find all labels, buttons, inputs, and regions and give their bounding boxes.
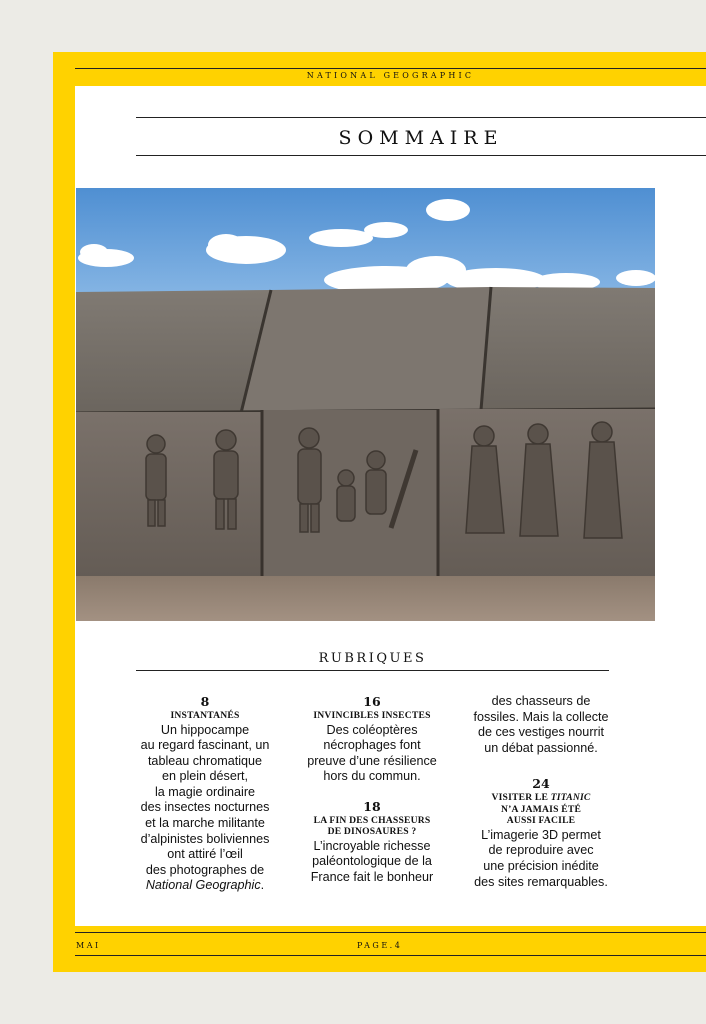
footer-bottom-rule xyxy=(75,955,706,956)
entry-body: L’incroyable richesse paléontologique de la France fait le bonheur xyxy=(310,838,434,885)
upper-stone-blocks xyxy=(76,287,655,414)
entry-heading: VISITER LE TITANIC N’A JAMAIS ÉTÉ AUSSI FACILE xyxy=(491,792,591,827)
section-rule xyxy=(136,670,609,671)
entry-heading: INVINCIBLES INSECTES xyxy=(313,710,431,721)
title-top-rule xyxy=(136,117,706,118)
entry-body: L’imagerie 3D permet de reproduire avec une précision inédite des sites remarquables. xyxy=(474,827,608,889)
relief-sculpture-illustration xyxy=(76,188,655,621)
column-2 xyxy=(297,694,447,886)
entry-page-number: 8 xyxy=(200,694,210,709)
entry-page-number: 16 xyxy=(363,694,381,709)
entry-page-number: 24 xyxy=(532,776,550,792)
title-bottom-rule xyxy=(136,155,706,156)
entry-heading: INSTANTANÉS xyxy=(170,710,240,721)
footer-page-number: PAGE.4 xyxy=(357,941,403,950)
page-title: SOMMAIRE xyxy=(338,127,504,149)
entry-body-continuation: des chasseurs de fossiles. Mais la collecte de ces vestiges nourrit un débat passionné. xyxy=(473,694,609,755)
entry-body: Un hippocampe au regard fascinant, un tableau chromatique en plein désert, la magie ordinaire des insectes nocturnes et la marche militante d’alpinistes boliviennes ont attiré l’œil des photographes de National Geographic. xyxy=(140,722,270,893)
ground xyxy=(76,576,655,621)
feature-photo xyxy=(76,188,655,621)
section-title: RUBRIQUES xyxy=(318,651,427,666)
column-1 xyxy=(130,694,280,894)
footer-top-rule xyxy=(75,932,706,933)
entry-heading: LA FIN DES CHASSEURS DE DINOSAURES ? xyxy=(313,814,431,838)
header-top-rule xyxy=(75,68,706,69)
magazine-name: NATIONAL GEOGRAPHIC xyxy=(306,71,475,80)
footer-month: MAI xyxy=(76,941,101,950)
column-3 xyxy=(466,694,616,890)
entry-page-number: 18 xyxy=(363,798,381,814)
entry-body: Des coléoptères nécrophages font preuve d’une résilience hors du commun. xyxy=(307,722,437,784)
